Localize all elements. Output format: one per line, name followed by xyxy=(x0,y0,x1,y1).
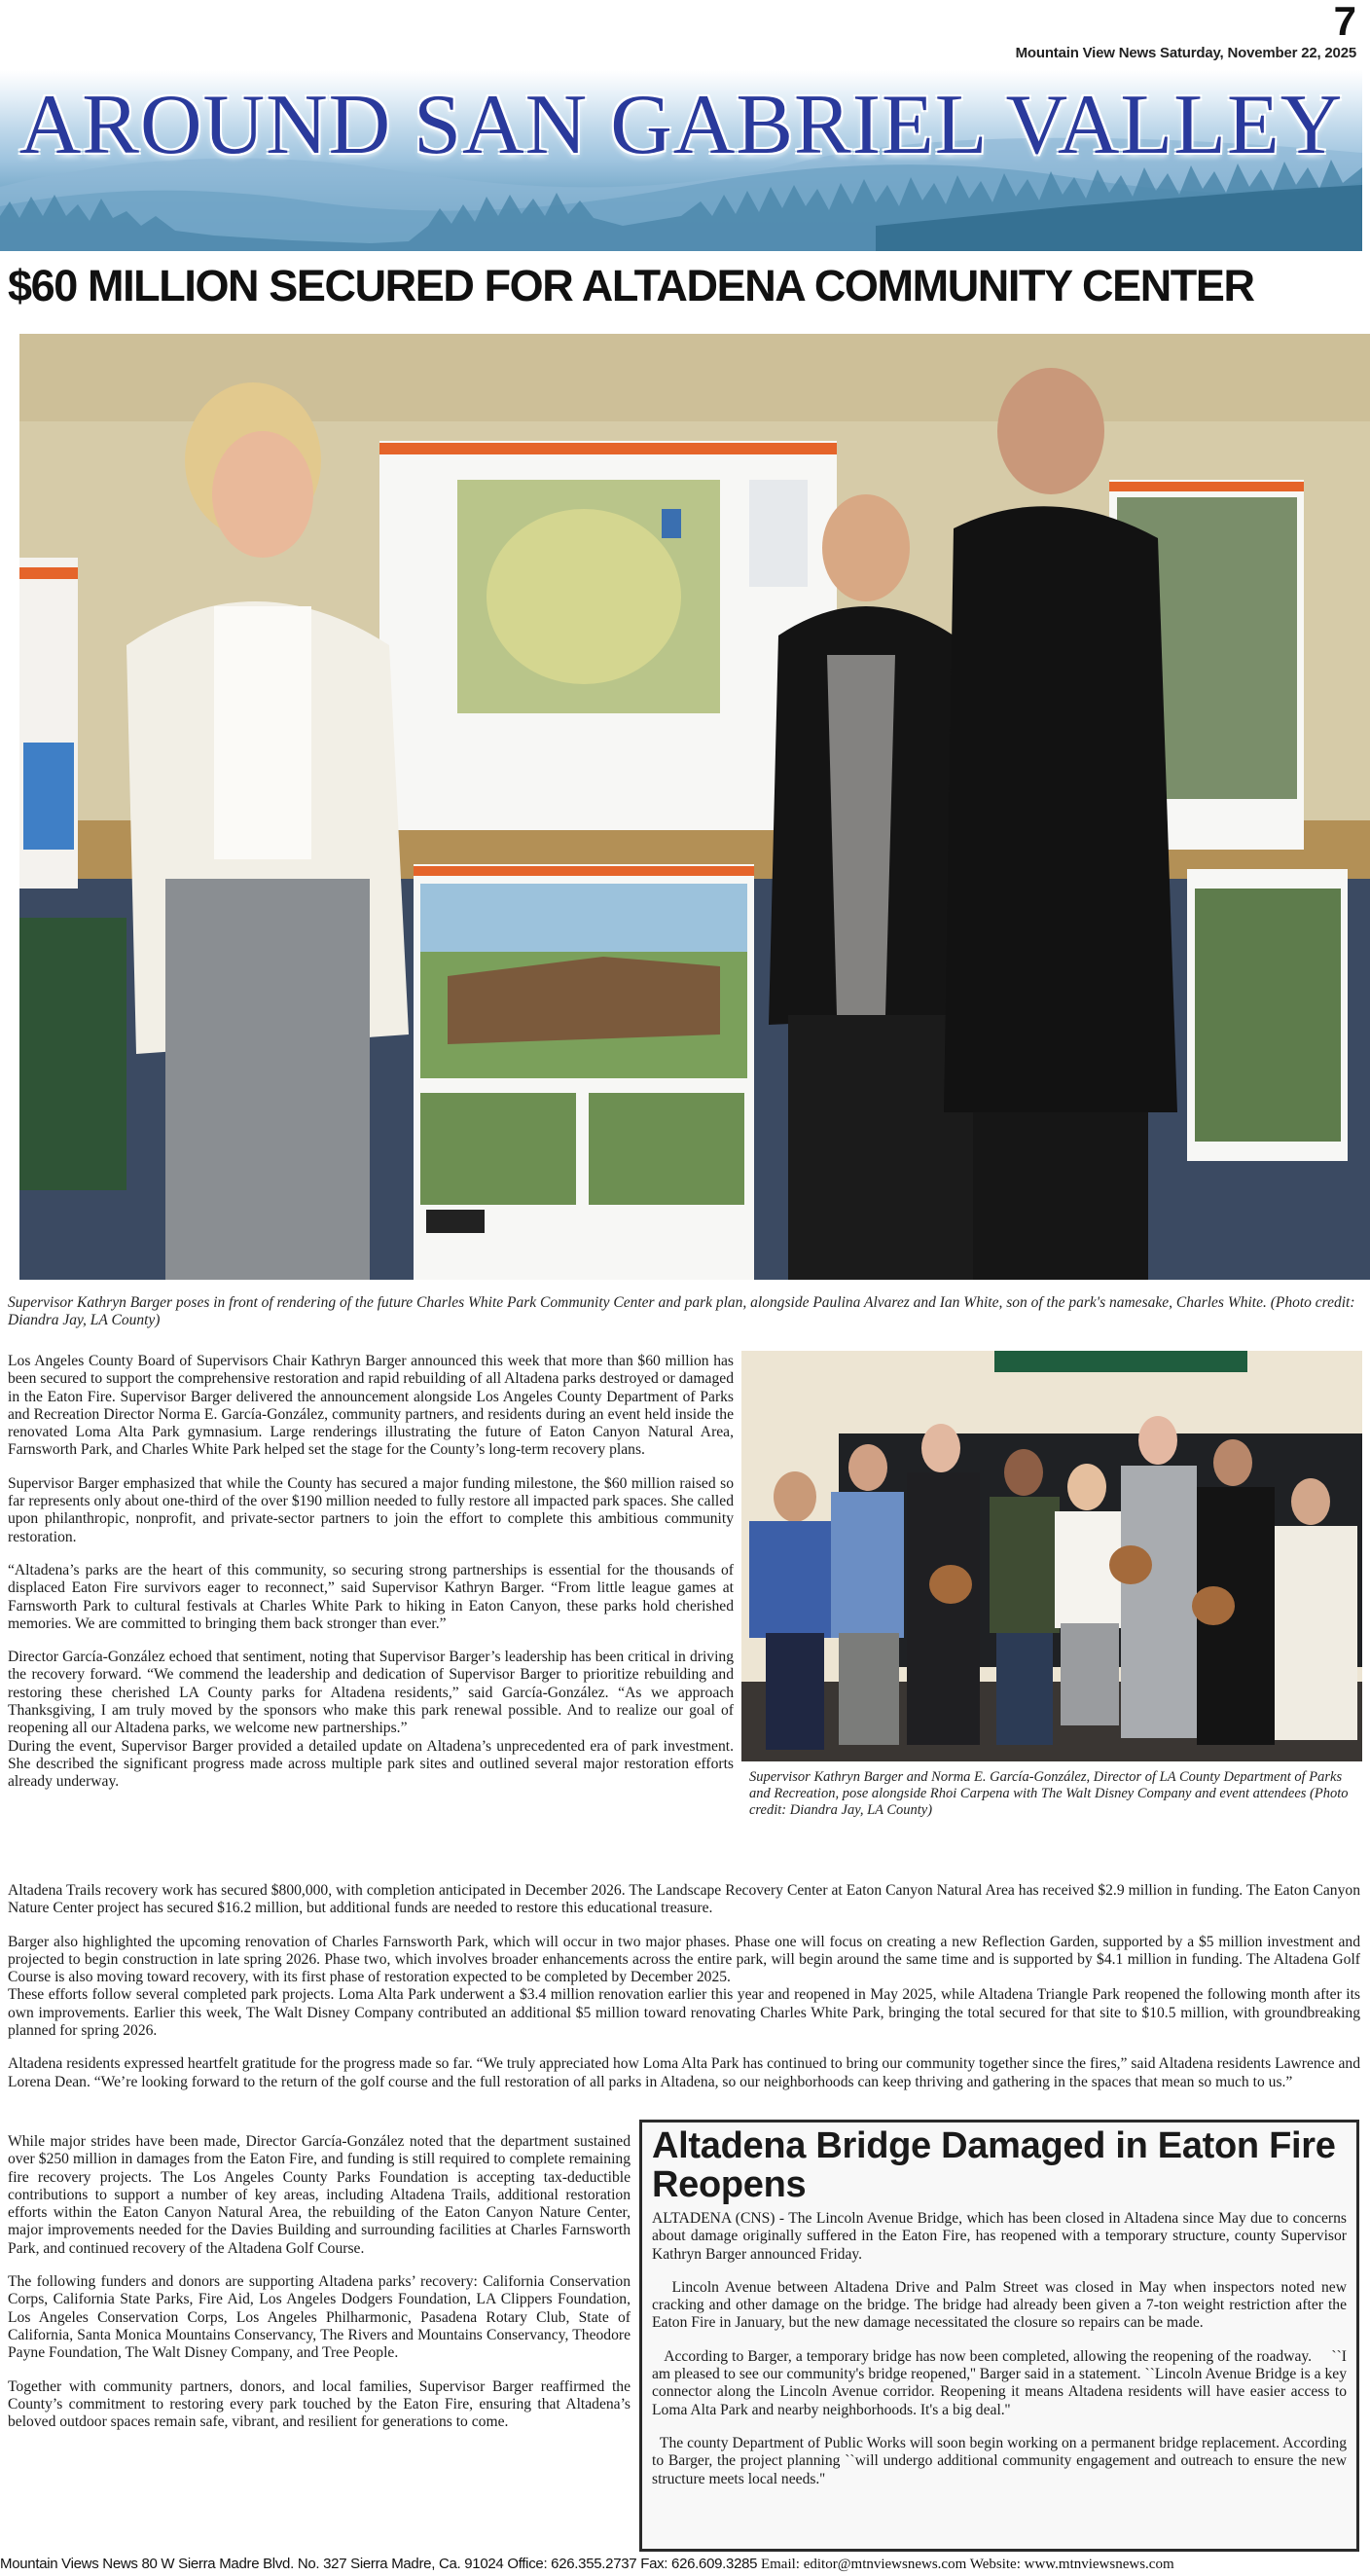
article-paragraph: Supervisor Barger emphasized that while the County has secured a major funding milestone, the $60 million raised so far represents only about one-third of the over $190 million needed to fully restore all impacted park spaces. She called upon philanthropic, nonprofit, and private-sector partners to join the effort to complete this ambitious community restoration. xyxy=(8,1474,734,1545)
article-paragraph: Los Angeles County Board of Supervisors Chair Kathryn Barger announced this week that more than $60 million has been secured to support the comprehensive restoration and rapid rebuilding of all Altadena parks destroyed or damaged in the Eaton Fire. Supervisor Barger delivered the announcement alongside Los Angeles County Department of Parks and Recreation Director Norma E. García-González, community partners, and residents during an event held inside the renovated Loma Alta Park gymnasium. Large renderings illustrating the future of Eaton Canyon Natural Area, Farnsworth Park, and Charles White Park helped set the stage for the County’s long-term recovery plans. xyxy=(8,1353,734,1459)
article-paragraph: These efforts follow several completed park projects. Loma Alta Park underwent a $3.4 million renovation earlier this year and reopened in May 2025, while Altadena Triangle Park reopened the following month after its own improvements. Earlier this week, The Walt Disney Company contributed an additional $5 million toward renovating Charles White Park, bringing the total secured for that site to $10.5 million, with groundbreaking planned for spring 2026. xyxy=(8,1986,1360,2040)
sidebar-paragraph: According to Barger, a temporary bridge has now been completed, allowing the reopening of the roadway. ``I am pleased to see our community's bridge reopened,'' Barger said in a statement. ``Lincoln Avenue Bridge is a key connector along the Lincoln Avenue corridor. Reopening it means Altadena residents will have easier access to Loma Alta Park and nearby neighborhoods. It's a big deal.'' xyxy=(652,2347,1351,2418)
footer-email-label: Email: xyxy=(760,2557,800,2572)
footer-website-link[interactable]: www.mtnviewsnews.com xyxy=(1024,2557,1174,2572)
article-paragraph: Together with community partners, donors, and local families, Supervisor Barger reaffirmed the County’s commitment to restoring every park touched by the Eaton Fire, ensuring that Altadena’s beloved outdoor spaces remain safe, vibrant, and resilient for generations to come. xyxy=(8,2377,631,2431)
main-photo-caption: Supervisor Kathryn Barger poses in front of rendering of the future Charles White Park Community Center and park plan, alongside Paulina Alvarez and Ian White, son of the park's namesake, Charles White. (Photo credit: Diandra Jay, LA County) xyxy=(8,1294,1355,1328)
article-full-width xyxy=(8,1882,1360,2107)
sidebar-body xyxy=(652,2210,1351,2488)
dateline: Mountain View News Saturday, November 22, 2025 xyxy=(1015,45,1356,61)
article-paragraph: Barger also highlighted the upcoming renovation of Charles Farnsworth Park, which will occur in two major phases. Phase one will focus on creating a new Reflection Garden, supported by a $5 million investment and projected to begin construction in late spring 2026. Phase two, which involves broader enhancements across the entire park, will begin around the same time and is supported by $4.1 million in funding. The Altadena Golf Course is also moving toward recovery, with its first phase of restoration expected to be completed by December 2025. xyxy=(8,1933,1360,1986)
page-number: 7 xyxy=(1333,0,1356,44)
footer-email-link[interactable]: editor@mtnviewsnews.com xyxy=(803,2557,967,2572)
main-photo xyxy=(19,334,1370,1280)
article-paragraph: The following funders and donors are supporting Altadena parks’ recovery: California Conservation Corps, California State Parks, Fire Aid, Los Angeles Dodgers Foundation, LA Clippers Foundation, Los Angeles Conservation Corps, Los Angeles Philharmonic, Pasadena Rotary Club, State of California, Santa Monica Mountains Conservancy, The Rivers and Mountains Conservancy, Theodore Payne Foundation, The Walt Disney Company, and Tree People. xyxy=(8,2273,631,2362)
group-photo xyxy=(741,1351,1362,1761)
footer-website-label: Website: xyxy=(969,2557,1021,2572)
main-headline: $60 MILLION SECURED FOR ALTADENA COMMUNITY CENTER xyxy=(8,261,1254,310)
article-paragraph: Altadena Trails recovery work has secured $800,000, with completion anticipated in December 2026. The Landscape Recovery Center at Eaton Canyon Natural Area has received $2.9 million in funding. The Eaton Canyon Nature Center project has secured $16.2 million, but additional funds are needed to restore this educational treasure. xyxy=(8,1882,1360,1917)
group-photo-caption: Supervisor Kathryn Barger and Norma E. García-González, Director of LA County Department of Parks and Recreation, pose alongside Rhoi Carpena with The Walt Disney Company and event attendees (Photo credit: Diandra Jay, LA County) xyxy=(749,1769,1349,1818)
section-banner-title: AROUND SAN GABRIEL VALLEY xyxy=(18,78,1344,172)
sidebar-article xyxy=(639,2120,1359,2552)
section-banner xyxy=(0,70,1362,251)
sidebar-paragraph: ALTADENA (CNS) - The Lincoln Avenue Bridge, which has been closed in Altadena since May due to concerns about damage originally suffered in the Eaton Fire, has reopened with a temporary structure, county Supervisor Kathryn Barger announced Friday. xyxy=(652,2210,1351,2263)
article-paragraph: Director García-González echoed that sentiment, noting that Supervisor Barger’s leadership has been critical in driving the recovery forward. “We commend the leadership and dedication of Supervisor Barger to prioritize rebuilding and restoring these cherished LA County parks for Altadena residents,” said García-González. “As we approach Thanksgiving, I am truly moved by the sponsors who make this park renewal possible. And to realize our goal of reopening all our Altadena parks, we welcome new partnerships.” xyxy=(8,1649,734,1737)
sidebar-headline: Altadena Bridge Damaged in Eaton Fire Reopens xyxy=(652,2125,1336,2205)
footer-address: Mountain Views News 80 W Sierra Madre Blvd. No. 327 Sierra Madre, Ca. 91024 Office: 626.355.2737 Fax: 626.609.3285 xyxy=(0,2556,758,2572)
sidebar-paragraph: Lincoln Avenue between Altadena Drive and Palm Street was closed in May when inspectors noted new cracking and other damage on the bridge. The bridge had already been given a 7-ton weight restriction after the Eaton Fire in January, but the new damage necessitated the closure so repairs can be made. xyxy=(652,2278,1351,2332)
article-paragraph: During the event, Supervisor Barger provided a detailed update on Altadena’s unprecedented era of park investment. She described the significant progress made across multiple park sites and outlined several major restoration efforts already underway. xyxy=(8,1737,734,1791)
article-paragraph: “Altadena’s parks are the heart of this community, so securing strong partnerships is essential for the thousands of displaced Eaton Fire survivors eager to reconnect,” said Supervisor Kathryn Barger. “From little league games at Farnsworth Park to cultural festivals at Charles White Park to hiking in Eaton Canyon, these parks hold cherished memories. We are committed to bringing them back stronger than ever.” xyxy=(8,1561,734,1632)
sidebar-paragraph: The county Department of Public Works will soon begin working on a permanent bridge replacement. According to Barger, the project planning ``will undergo additional community engagement and outreach to ensure the new structure meets local needs.'' xyxy=(652,2434,1351,2487)
footer xyxy=(0,2556,1370,2573)
article-paragraph: While major strides have been made, Director García-González noted that the department sustained over $250 million in damages from the Eaton Fire, and funding is still required to complete remaining fire recovery projects. The Los Angeles County Parks Foundation is accepting tax-deductible contributions to support a number of key areas, including Altadena Trails, additional restoration efforts within the Eaton Canyon Natural Area, the rebuilding of the Eaton Canyon Nature Center, major improvements needed for the Davies Building and surrounding facilities at Charles Farnsworth Park, and continued recovery of the Altadena Golf Course. xyxy=(8,2133,631,2257)
article-left-column xyxy=(8,1353,734,1807)
article-bottom-left-column xyxy=(8,2133,631,2447)
article-paragraph: Altadena residents expressed heartfelt gratitude for the progress made so far. “We truly appreciated how Loma Alta Park has continued to bring our community together since the fires,” said Altadena residents Lawrence and Lorena Dean. “We’re looking forward to the return of the golf course and the full restoration of all parks in Altadena, so our neighborhoods can keep thriving and gathering in the spaces that mean so much to us.” xyxy=(8,2055,1360,2090)
